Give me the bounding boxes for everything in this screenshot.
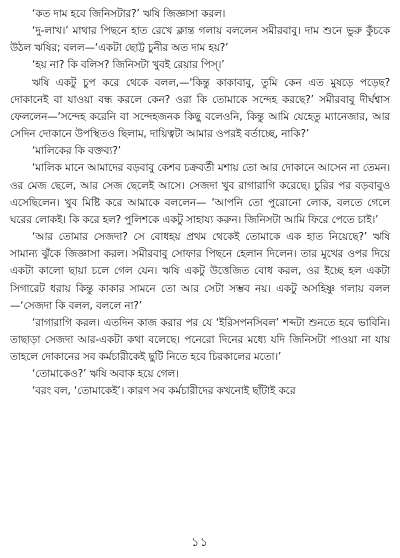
paragraph: ‘রাগারাগি করল। এতদিন কাজ করার পর যে ‘ইরিসপনসিবল’ শব্দটা শুনতে হবে ভাবিনি। তাছাড়া সেজদা আর-একটা কথা বলেছে। পনেরো দিনের মধ্যে যদি জিনিসটা পাওয়া না যায় তাহলে দোকানের সব কর্মচারীকেই ছুটি নিতে হবে চিরকালের মতো।’ [10, 316, 390, 364]
paragraph: ‘তোমাকেও?’ ঋষি অবাক হয়ে গেল। [32, 368, 179, 381]
paragraph: ‘মালিকের কি বক্তব্য?’ [32, 145, 121, 158]
paragraph: ‘হয় না? কি বলিস? জিনিসটা খুবই রেয়ার পিস্।’ [32, 59, 225, 72]
paragraph: ‘মালিক মানে আমাদের বড়বাবু কেশব চক্রবর্তী মশায় তো আর দোকানে আসেন না তেমন। ওর মেজ ছেলে, আর সেজ ছেলেই আসে। সেজদা খুব রাগারাগি করেছে। চুরির পর বড়বাবুও এসেছিলেন। খুব মিষ্টি করে আমাকে বললেন— ‘আপনি তো পুরোনো লোক, বলতে গেলে ঘরের লোকই। কি করে হল? পুলিশকে একটু সাহায্য করুন। জিনিসটা আমি ফিরে পেতে চাই।’ [10, 162, 390, 226]
page-number: ১১ [191, 535, 209, 549]
paragraph: ‘আর তোমার সেজদা? সে বোধহয় প্রথম থেকেই তোমাকে এক হাত নিয়েছে?’ ঋষি সামান্য ঝুঁকে জিজ্ঞাসা করল। সমীরবাবু সোফার পিছনে হেলান দিলেন। তার মুখের ওপর দিয়ে একটা কালো ছায়া চলে গেল যেন। ঋষি একটু উত্তেজিত বোধ করল, ওর ইচ্ছে হল একটা সিগারেট ধরায় কিন্তু কাকার সামনে তো আর সেটা সম্ভব নয়। একটু অসহিষ্ণু গলায় বলল—‘সেজদা কি বলল, বললে না?’ [10, 231, 390, 312]
paragraph: ‘কত দাম হবে জিনিসটার?’ ঋষি জিজ্ঞাসা করল। [32, 8, 226, 20]
paragraph: ‘বরং বল, ‘তোমাকেই’। কারণ সব কর্মচারীদের কখনোই ছাঁটাই করে [32, 385, 296, 398]
body-text [10, 6, 390, 401]
paragraph: ঋষি একটু চুপ করে থেকে বলল,—‘কিন্তু কাকাবাবু, তুমি কেন এত মুষড়ে পড়েছ? দোকানেই বা যাওয়া বন্ধ করলে কেন? ওরা কি তোমাকে সন্দেহ করছে?’ সমীরবাবু দীর্ঘশ্বাস ফেললেন—‘সন্দেহ করেনি বা সন্দেহজনক কিছু বলেওনি, কিন্তু আমি যেহেতু ম্যানেজার, আর সেদিন দোকানে উপস্থিতও ছিলাম, দায়িত্বটা আমার ওপরই বর্তাচ্ছে, নাকি?’ [10, 76, 390, 141]
paragraph: ‘দু-লাখ।’ মাথার পিছনে হাত রেখে ক্লান্ত গলায় বললেন সমীরবাবু। দাম শুনে ভুরু কুঁচকে উঠল ঋষির; বলল—‘একটা ছোট্ট চুনীর অত দাম হয়?’ [10, 25, 390, 55]
